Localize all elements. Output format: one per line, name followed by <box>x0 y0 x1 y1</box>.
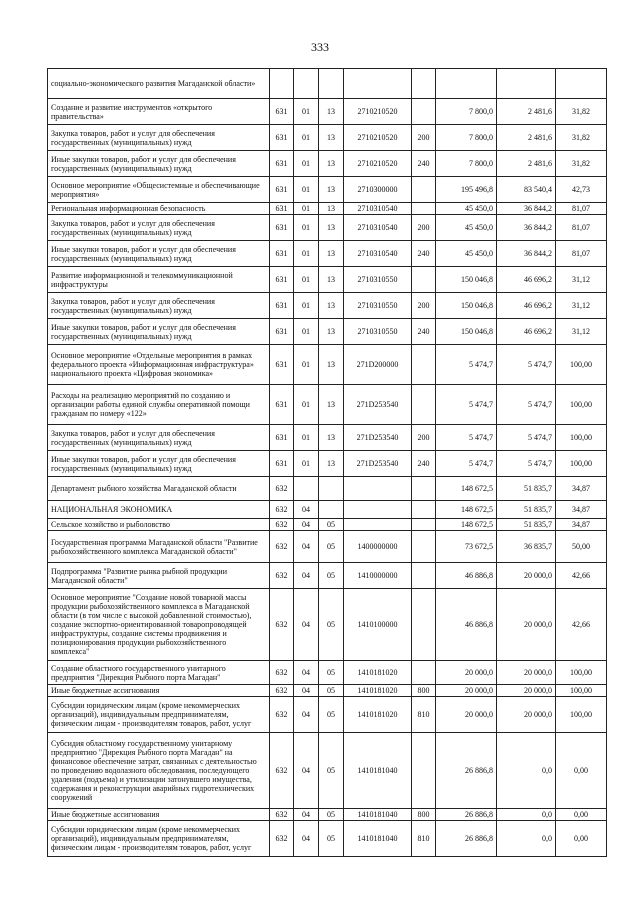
row-type <box>412 477 436 501</box>
row-target <box>344 501 412 519</box>
row-actual: 5 474,7 <box>497 425 556 451</box>
table-row <box>48 501 607 519</box>
row-actual: 83 540,4 <box>497 177 556 203</box>
row-section <box>294 69 319 99</box>
row-name: Субсидия областному государственному унитарному предприятию "Дирекция Рыбного порта Магадан" на финансовое обеспечение затрат, связанных с деятельностью по проведению водолазного обследования, последующего удаления (подъема) и утилизации затонувшего имущества, содержания и реконструкции аварийных гидротехнических сооружений <box>48 733 270 809</box>
row-actual: 36 844,2 <box>497 215 556 241</box>
table-row <box>48 697 607 733</box>
row-percent: 31,12 <box>556 293 607 319</box>
row-section: 01 <box>294 385 319 425</box>
row-subsection: 13 <box>319 125 344 151</box>
row-name: Региональная информационная безопасность <box>48 203 270 215</box>
row-code <box>270 69 294 99</box>
row-actual: 2 481,6 <box>497 125 556 151</box>
row-type: 200 <box>412 293 436 319</box>
row-actual: 5 474,7 <box>497 385 556 425</box>
row-subsection: 13 <box>319 267 344 293</box>
page-number: 333 <box>311 40 329 54</box>
table-row <box>48 519 607 531</box>
row-type <box>412 385 436 425</box>
row-type: 240 <box>412 319 436 345</box>
row-plan: 5 474,7 <box>436 385 497 425</box>
row-section: 04 <box>294 589 319 661</box>
row-actual: 5 474,7 <box>497 345 556 385</box>
row-plan: 195 496,8 <box>436 177 497 203</box>
row-section: 01 <box>294 345 319 385</box>
row-actual: 2 481,6 <box>497 99 556 125</box>
row-code: 632 <box>270 697 294 733</box>
row-actual <box>497 69 556 99</box>
row-section: 01 <box>294 267 319 293</box>
row-code: 631 <box>270 215 294 241</box>
row-type <box>412 203 436 215</box>
row-type: 810 <box>412 821 436 857</box>
row-target: 1410181020 <box>344 697 412 733</box>
row-percent: 100,00 <box>556 385 607 425</box>
row-target: 2710210520 <box>344 151 412 177</box>
row-subsection: 13 <box>319 215 344 241</box>
row-percent: 34,87 <box>556 519 607 531</box>
table-row <box>48 203 607 215</box>
row-name: Основное мероприятие «Отдельные мероприятия в рамках федерального проекта «Информационная инфраструктура» национального проекта «Цифровая экономика» <box>48 345 270 385</box>
row-actual: 51 835,7 <box>497 477 556 501</box>
row-name: НАЦИОНАЛЬНАЯ ЭКОНОМИКА <box>48 501 270 519</box>
row-plan: 45 450,0 <box>436 203 497 215</box>
row-name: Департамент рыбного хозяйства Магаданской области <box>48 477 270 501</box>
row-name: Закупка товаров, работ и услуг для обеспечения государственных (муниципальных) нужд <box>48 215 270 241</box>
row-code: 631 <box>270 125 294 151</box>
row-section: 01 <box>294 177 319 203</box>
row-subsection: 13 <box>319 425 344 451</box>
row-target: 1410181020 <box>344 661 412 685</box>
row-name: Сельское хозяйство и рыболовство <box>48 519 270 531</box>
row-section: 04 <box>294 519 319 531</box>
row-percent: 31,82 <box>556 99 607 125</box>
row-type <box>412 267 436 293</box>
row-name: Иные бюджетные ассигнования <box>48 685 270 697</box>
row-subsection <box>319 477 344 501</box>
row-target: 2710310540 <box>344 215 412 241</box>
row-plan: 150 046,8 <box>436 319 497 345</box>
row-plan: 148 672,5 <box>436 501 497 519</box>
row-target: 1410181040 <box>344 809 412 821</box>
row-type <box>412 177 436 203</box>
row-type <box>412 531 436 563</box>
row-section: 01 <box>294 215 319 241</box>
row-code: 631 <box>270 293 294 319</box>
row-plan: 7 800,0 <box>436 125 497 151</box>
row-name: Иные закупки товаров, работ и услуг для обеспечения государственных (муниципальных) нужд <box>48 151 270 177</box>
row-actual: 46 696,2 <box>497 319 556 345</box>
row-name: Иные закупки товаров, работ и услуг для обеспечения государственных (муниципальных) нужд <box>48 319 270 345</box>
table-row <box>48 151 607 177</box>
table-row <box>48 821 607 857</box>
row-plan: 148 672,5 <box>436 477 497 501</box>
row-target <box>344 69 412 99</box>
row-plan: 148 672,5 <box>436 519 497 531</box>
row-type: 240 <box>412 451 436 477</box>
row-plan: 5 474,7 <box>436 345 497 385</box>
row-section: 01 <box>294 451 319 477</box>
table-row <box>48 241 607 267</box>
row-target: 2710310550 <box>344 267 412 293</box>
table-row <box>48 563 607 589</box>
table-row <box>48 809 607 821</box>
row-plan: 20 000,0 <box>436 697 497 733</box>
row-actual: 20 000,0 <box>497 563 556 589</box>
row-code: 632 <box>270 661 294 685</box>
row-percent: 0,00 <box>556 733 607 809</box>
row-name: Государственная программа Магаданской области "Развитие рыбохозяйственного комплекса Магаданской области" <box>48 531 270 563</box>
row-name: Иные закупки товаров, работ и услуг для обеспечения государственных (муниципальных) нужд <box>48 451 270 477</box>
row-plan: 5 474,7 <box>436 451 497 477</box>
row-subsection: 13 <box>319 385 344 425</box>
row-code: 631 <box>270 177 294 203</box>
row-plan: 5 474,7 <box>436 425 497 451</box>
row-actual: 0,0 <box>497 809 556 821</box>
row-plan: 46 886,8 <box>436 563 497 589</box>
row-percent: 31,82 <box>556 125 607 151</box>
row-code: 632 <box>270 685 294 697</box>
row-subsection: 05 <box>319 531 344 563</box>
row-code: 632 <box>270 589 294 661</box>
row-code: 631 <box>270 451 294 477</box>
row-subsection: 05 <box>319 685 344 697</box>
row-type: 800 <box>412 809 436 821</box>
row-target: 1410000000 <box>344 563 412 589</box>
row-subsection <box>319 501 344 519</box>
table-row <box>48 733 607 809</box>
row-percent: 81,07 <box>556 241 607 267</box>
row-subsection: 05 <box>319 563 344 589</box>
row-percent: 81,07 <box>556 215 607 241</box>
row-percent: 100,00 <box>556 425 607 451</box>
row-subsection: 13 <box>319 293 344 319</box>
row-target: 271D253540 <box>344 385 412 425</box>
row-percent: 34,87 <box>556 501 607 519</box>
row-section: 04 <box>294 661 319 685</box>
row-code: 632 <box>270 563 294 589</box>
row-name: Подпрограмма "Развитие рынка рыбной продукции Магаданской области" <box>48 563 270 589</box>
row-code: 631 <box>270 241 294 267</box>
table-row <box>48 125 607 151</box>
row-name: Создание и развитие инструментов «открытого правительства» <box>48 99 270 125</box>
row-percent: 34,87 <box>556 477 607 501</box>
row-actual: 46 696,2 <box>497 267 556 293</box>
row-target: 1410181040 <box>344 821 412 857</box>
table-row <box>48 385 607 425</box>
table-row <box>48 451 607 477</box>
row-actual: 36 844,2 <box>497 241 556 267</box>
row-percent: 31,12 <box>556 319 607 345</box>
row-target <box>344 519 412 531</box>
row-target: 1400000000 <box>344 531 412 563</box>
row-name: Развитие информационной и телекоммуникационной инфраструктуры <box>48 267 270 293</box>
table-row <box>48 589 607 661</box>
row-plan: 26 886,8 <box>436 733 497 809</box>
table-row <box>48 319 607 345</box>
row-section <box>294 477 319 501</box>
row-name: Основное мероприятие «Общесистемные и обеспечивающие мероприятия» <box>48 177 270 203</box>
row-type <box>412 589 436 661</box>
row-code: 631 <box>270 319 294 345</box>
row-code: 631 <box>270 345 294 385</box>
row-subsection: 05 <box>319 809 344 821</box>
row-section: 01 <box>294 125 319 151</box>
row-subsection: 05 <box>319 589 344 661</box>
row-target: 2710210520 <box>344 99 412 125</box>
budget-table <box>47 68 607 857</box>
row-name: Закупка товаров, работ и услуг для обеспечения государственных (муниципальных) нужд <box>48 125 270 151</box>
row-code: 632 <box>270 519 294 531</box>
row-type: 810 <box>412 697 436 733</box>
row-plan: 45 450,0 <box>436 241 497 267</box>
row-type <box>412 661 436 685</box>
row-subsection <box>319 69 344 99</box>
row-section: 04 <box>294 697 319 733</box>
row-actual: 2 481,6 <box>497 151 556 177</box>
row-plan: 26 886,8 <box>436 809 497 821</box>
row-name: Субсидии юридическим лицам (кроме некоммерческих организаций), индивидуальным предпринимателям, физическим лицам - производителям товаров, работ, услуг <box>48 697 270 733</box>
row-code: 631 <box>270 203 294 215</box>
row-target: 271D253540 <box>344 425 412 451</box>
row-type <box>412 501 436 519</box>
row-section: 01 <box>294 293 319 319</box>
row-name: Расходы на реализацию мероприятий по созданию и организации работы единой службы оперативной помощи гражданам по номеру «122» <box>48 385 270 425</box>
table-row <box>48 69 607 99</box>
row-plan: 20 000,0 <box>436 661 497 685</box>
row-code: 632 <box>270 501 294 519</box>
row-code: 631 <box>270 267 294 293</box>
row-section: 01 <box>294 425 319 451</box>
table-row <box>48 531 607 563</box>
row-target: 1410100000 <box>344 589 412 661</box>
row-target: 2710310540 <box>344 241 412 267</box>
row-target: 2710310540 <box>344 203 412 215</box>
row-code: 632 <box>270 821 294 857</box>
row-name: социально-экономического развития Магаданской области» <box>48 69 270 99</box>
row-section: 04 <box>294 563 319 589</box>
row-percent: 100,00 <box>556 661 607 685</box>
row-type <box>412 519 436 531</box>
row-subsection: 13 <box>319 451 344 477</box>
row-actual: 51 835,7 <box>497 519 556 531</box>
row-section: 04 <box>294 531 319 563</box>
row-type <box>412 99 436 125</box>
row-subsection: 13 <box>319 177 344 203</box>
row-percent: 100,00 <box>556 697 607 733</box>
row-percent: 31,12 <box>556 267 607 293</box>
row-percent <box>556 69 607 99</box>
row-target: 2710310550 <box>344 319 412 345</box>
row-percent: 100,00 <box>556 685 607 697</box>
row-actual: 5 474,7 <box>497 451 556 477</box>
table-row <box>48 661 607 685</box>
row-actual: 0,0 <box>497 733 556 809</box>
row-type: 200 <box>412 215 436 241</box>
row-section: 01 <box>294 99 319 125</box>
row-name: Иные закупки товаров, работ и услуг для обеспечения государственных (муниципальных) нужд <box>48 241 270 267</box>
row-target: 2710310550 <box>344 293 412 319</box>
row-plan: 7 800,0 <box>436 99 497 125</box>
row-target <box>344 477 412 501</box>
row-code: 631 <box>270 99 294 125</box>
row-plan: 7 800,0 <box>436 151 497 177</box>
row-percent: 100,00 <box>556 451 607 477</box>
row-percent: 42,73 <box>556 177 607 203</box>
table-row <box>48 345 607 385</box>
row-plan: 150 046,8 <box>436 293 497 319</box>
table-row <box>48 215 607 241</box>
row-subsection: 13 <box>319 241 344 267</box>
row-percent: 0,00 <box>556 821 607 857</box>
row-target: 1410181020 <box>344 685 412 697</box>
row-actual: 36 835,7 <box>497 531 556 563</box>
row-type <box>412 563 436 589</box>
row-percent: 42,66 <box>556 589 607 661</box>
row-actual: 20 000,0 <box>497 697 556 733</box>
row-plan: 45 450,0 <box>436 215 497 241</box>
row-section: 04 <box>294 685 319 697</box>
row-code: 631 <box>270 385 294 425</box>
table-row <box>48 267 607 293</box>
row-type: 200 <box>412 125 436 151</box>
row-percent: 81,07 <box>556 203 607 215</box>
row-code: 632 <box>270 733 294 809</box>
row-subsection: 13 <box>319 203 344 215</box>
row-percent: 42,66 <box>556 563 607 589</box>
table-row <box>48 293 607 319</box>
row-subsection: 05 <box>319 519 344 531</box>
row-type: 800 <box>412 685 436 697</box>
row-actual: 20 000,0 <box>497 685 556 697</box>
table-row <box>48 177 607 203</box>
row-name: Субсидии юридическим лицам (кроме некоммерческих организаций), индивидуальным предпринимателям, физическим лицам - производителям товаров, работ, услуг <box>48 821 270 857</box>
row-name: Создание областного государственного унитарного предприятия "Дирекция Рыбного порта Магадан" <box>48 661 270 685</box>
row-plan: 20 000,0 <box>436 685 497 697</box>
row-subsection: 05 <box>319 661 344 685</box>
row-section: 01 <box>294 319 319 345</box>
row-subsection: 05 <box>319 733 344 809</box>
row-plan: 46 886,8 <box>436 589 497 661</box>
table-row <box>48 477 607 501</box>
row-actual: 0,0 <box>497 821 556 857</box>
row-code: 632 <box>270 477 294 501</box>
row-actual: 20 000,0 <box>497 589 556 661</box>
row-subsection: 05 <box>319 821 344 857</box>
row-target: 2710210520 <box>344 125 412 151</box>
row-subsection: 13 <box>319 151 344 177</box>
row-target: 2710300000 <box>344 177 412 203</box>
row-percent: 0,00 <box>556 809 607 821</box>
row-section: 01 <box>294 151 319 177</box>
row-section: 04 <box>294 501 319 519</box>
row-plan: 150 046,8 <box>436 267 497 293</box>
row-section: 04 <box>294 733 319 809</box>
row-target: 271D253540 <box>344 451 412 477</box>
row-plan: 73 672,5 <box>436 531 497 563</box>
row-section: 04 <box>294 809 319 821</box>
row-name: Закупка товаров, работ и услуг для обеспечения государственных (муниципальных) нужд <box>48 425 270 451</box>
row-actual: 51 835,7 <box>497 501 556 519</box>
table-row <box>48 685 607 697</box>
row-section: 01 <box>294 203 319 215</box>
row-section: 04 <box>294 821 319 857</box>
row-target: 271D200000 <box>344 345 412 385</box>
row-subsection: 05 <box>319 697 344 733</box>
row-type <box>412 69 436 99</box>
row-actual: 36 844,2 <box>497 203 556 215</box>
row-percent: 50,00 <box>556 531 607 563</box>
row-type <box>412 345 436 385</box>
row-actual: 46 696,2 <box>497 293 556 319</box>
row-code: 632 <box>270 531 294 563</box>
row-target: 1410181040 <box>344 733 412 809</box>
row-type <box>412 733 436 809</box>
row-percent: 100,00 <box>556 345 607 385</box>
row-code: 631 <box>270 151 294 177</box>
row-actual: 20 000,0 <box>497 661 556 685</box>
table-row <box>48 425 607 451</box>
row-name: Закупка товаров, работ и услуг для обеспечения государственных (муниципальных) нужд <box>48 293 270 319</box>
row-type: 240 <box>412 241 436 267</box>
row-section: 01 <box>294 241 319 267</box>
row-code: 632 <box>270 809 294 821</box>
row-code: 631 <box>270 425 294 451</box>
row-type: 200 <box>412 425 436 451</box>
table-row <box>48 99 607 125</box>
row-subsection: 13 <box>319 99 344 125</box>
row-name: Основное мероприятие "Создание новой товарной массы продукции рыбохозяйственного комплекса в Магаданской области (в том числе с высокой добавленной стоимостью), создание экспортно-ориентированной товаропроводящей инфраструктуры, создание системы продвижения и позиционирования продукции рыбохозяйственного комплекса" <box>48 589 270 661</box>
row-subsection: 13 <box>319 319 344 345</box>
row-percent: 31,82 <box>556 151 607 177</box>
row-type: 240 <box>412 151 436 177</box>
row-name: Иные бюджетные ассигнования <box>48 809 270 821</box>
row-plan: 26 886,8 <box>436 821 497 857</box>
row-plan <box>436 69 497 99</box>
row-subsection: 13 <box>319 345 344 385</box>
